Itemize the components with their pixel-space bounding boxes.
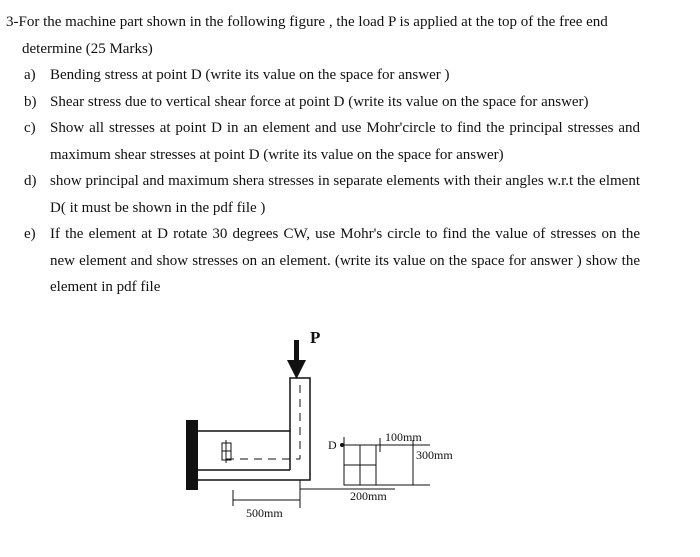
item-text: Bending stress at point D (write its value on the space for answer ) [50,67,450,83]
item-letter: d) [24,173,37,189]
fixed-wall [186,420,198,490]
machine-part-figure [0,320,700,550]
sub-question-c [6,115,686,168]
item-letter: b) [24,93,37,110]
horizontal-dimension [233,490,300,506]
load-arrow [287,340,306,379]
sub-question-b [6,89,686,116]
item-text: show principal and maximum shera stresses in separate elements with their angles w.r.t the elment D( it must be shown in the pdf file ) [50,173,640,216]
point-d-marker [340,443,344,447]
sub-question-list [6,62,686,301]
point-d-label: D [328,438,337,452]
item-text: Shear stress due to vertical shear force at point D (write its value on the space for answer) [50,93,589,110]
question-block [6,9,686,301]
l-shaped-bar [198,378,310,480]
vertical-length-label: 200mm [350,489,387,503]
sub-question-e [6,221,686,301]
centerlines [226,385,300,459]
load-label: P [310,328,321,347]
cross-section [344,437,402,485]
item-letter: e) [24,226,36,242]
section-width-label: 100mm [385,430,422,444]
marks-line: determine (25 Marks) [22,40,153,57]
item-text: Show all stresses at point D in an element and use Mohr'circle to find the principal stresses and maximum shear stresses at point D (write its value on the space for answer) [50,120,640,163]
wall-section-marker [222,440,231,463]
sub-question-a [6,62,686,89]
sub-question-d [6,168,686,221]
item-letter: a) [24,67,36,83]
question-heading: 3-For the machine part shown in the following figure , the load P is applied at the top of the free end [6,14,608,30]
item-text: If the element at D rotate 30 degrees CW, use Mohr's circle to find the value of stresses on the new element and show stresses on an element. (write its value on the space for answer ) show the element in pdf file [50,226,640,295]
section-height-label: 300mm [416,448,453,462]
horizontal-length-label: 500mm [246,506,283,520]
item-letter: c) [24,120,36,136]
